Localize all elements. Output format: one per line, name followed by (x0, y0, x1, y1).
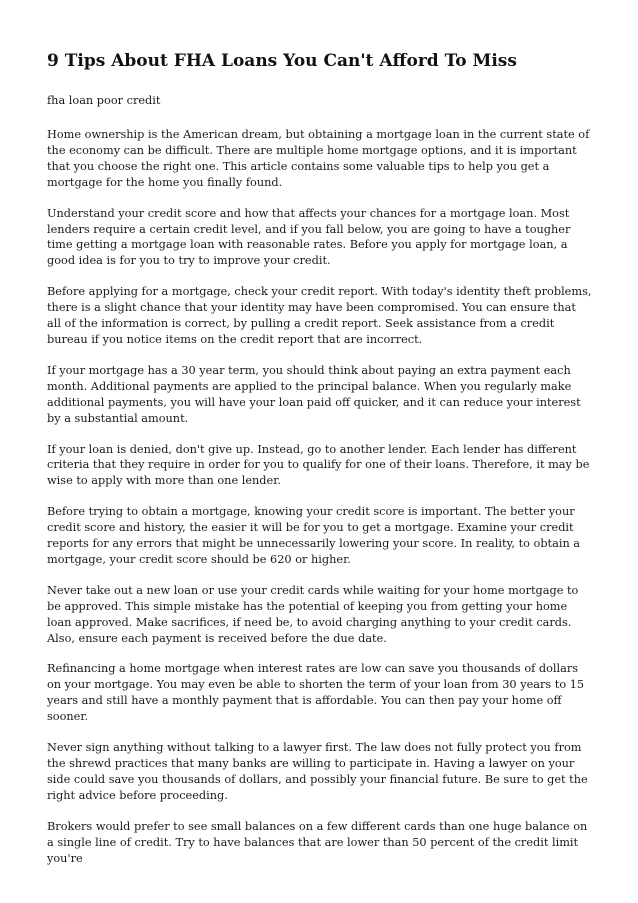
paragraph-brokers: Brokers would prefer to see small balances on a few different cards than one huge balance on a single line of credit. Try to have balances that are lower than 50 percent of the credit limit you're (47, 819, 588, 865)
paragraph-refinancing: Refinancing a home mortgage when interest rates are low can save you thousands of dollars on your mortgage. You may even be able to shorten the term of your loan from 30 years to 15 years and still have a monthly payment that is affordable. You can then pay your home off sooner. (47, 662, 585, 724)
document-body (47, 127, 593, 866)
document-subtitle: fha loan poor credit (47, 94, 161, 107)
paragraph-credit-score: Understand your credit score and how that affects your chances for a mortgage loan. Most lenders require a certain credit level, and if you fall below, you are going to have a tougher time getting a mortgage loan with reasonable rates. Before you apply for mortgage loan, a good idea is for you to try to improve your credit. (47, 206, 571, 268)
document-page (47, 50, 593, 881)
document-title: 9 Tips About FHA Loans You Can't Afford To Miss (47, 51, 517, 71)
paragraph-score-threshold: Before trying to obtain a mortgage, knowing your credit score is important. The better your credit score and history, the easier it will be for you to get a mortgage. Examine your credit reports for any errors that might be unnecessarily lowering your score. In reality, to obtain a mortgage, your credit score should be 620 or higher. (47, 505, 581, 566)
paragraph-no-new-loans: Never take out a new loan or use your credit cards while waiting for your home mortgage to be approved. This simple mistake has the potential of keeping you from getting your home loan approved. Make sacrifices, if need be, to avoid charging anything to your credit cards. Also, ensure each payment is received before the due date. (47, 583, 579, 645)
paragraph-loan-denied: If your loan is denied, don't give up. Instead, go to another lender. Each lender has different criteria that they require in order for you to qualify for one of their loans. Therefore, it may be wise to apply with more than one lender. (47, 442, 590, 488)
paragraph-intro: Home ownership is the American dream, but obtaining a mortgage loan in the current state of the economy can be difficult. There are multiple home mortgage options, and it is important that you choose the right one. This article contains some valuable tips to help you get a mortgage for the home you finally found. (47, 128, 590, 189)
paragraph-extra-payments: If your mortgage has a 30 year term, you should think about paying an extra payment each month. Additional payments are applied to the principal balance. When you regularly make additional payments, you will have your loan paid off quicker, and it can reduce your interest by a substantial amount. (47, 363, 581, 425)
paragraph-credit-report: Before applying for a mortgage, check your credit report. With today's identity theft problems, there is a slight chance that your identity may have been compromised. You can ensure that all of the information is correct, by pulling a credit report. Seek assistance from a credit bureau if you notice items on the credit report that are incorrect. (47, 285, 592, 346)
paragraph-lawyer: Never sign anything without talking to a lawyer first. The law does not fully protect you from the shrewd practices that many banks are willing to participate in. Having a lawyer on your side could save you thousands of dollars, and possibly your financial future. Be sure to get the right advice before proceeding. (47, 741, 588, 802)
